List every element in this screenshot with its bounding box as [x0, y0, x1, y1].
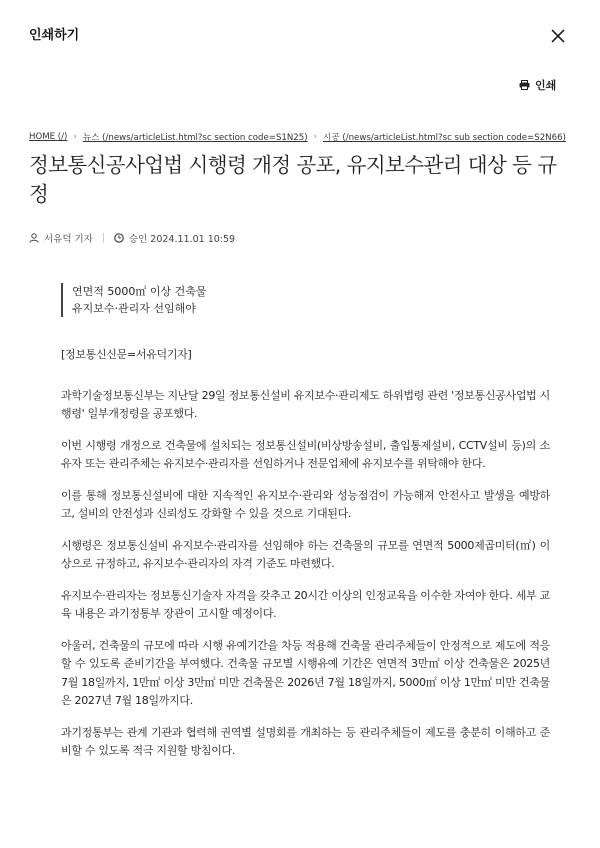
print-button[interactable] — [519, 76, 556, 94]
article-paragraph: 아울러, 건축물의 규모에 따라 시행 유예기간을 차등 적용해 건축물 관리주체들이 안정적으로 제도에 적응할 수 있도록 준비기간을 부여했다. 건축물 규모별 시행유예 기간은 연면적 3만㎡ 이상 건축물은 2025년 7월 18일까지, 1만㎡ 이상 3만㎡ 미만 건축물은 2026년 7월 18일까지, 5000㎡ 이상 1만㎡ 미만 건축물은 2027년 7월 18일까지다. — [61, 638, 550, 707]
article-paragraph: 과학기술정보통신부는 지난달 29일 정보통신설비 유지보수·관리제도 하위법령 관련 '정보통신공사업법 시행령' 일부개정령을 공포했다. — [61, 388, 550, 420]
breadcrumb — [29, 131, 566, 143]
page-title: 인쇄하기 — [29, 28, 80, 43]
article-headline: 정보통신공사업법 시행령 개정 공포, 유지보수관리 대상 등 규정 — [29, 153, 557, 206]
breadcrumb-news[interactable]: 뉴스 (/news/articleList.html?sc section code=S1N25) — [82, 133, 308, 143]
article-paragraph: 유지보수·관리자는 정보통신기술자 자격을 갖추고 20시간 이상의 인정교육을 이수한 자여야 한다. 세부 교육 내용은 과기정통부 장관이 고시할 예정이다. — [61, 588, 550, 620]
author-info — [29, 231, 93, 245]
top-bar — [0, 0, 600, 72]
breadcrumb-separator: › — [73, 132, 77, 142]
close-button[interactable] — [548, 26, 568, 46]
breadcrumb-separator: › — [313, 132, 318, 142]
article-summary — [61, 283, 541, 317]
user-icon — [29, 233, 39, 243]
article-source: [정보통신신문=서유덕기자] — [61, 348, 192, 361]
article-body — [61, 346, 550, 774]
article-meta — [29, 231, 235, 245]
close-icon — [548, 26, 568, 46]
summary-line: 연면적 5000㎡ 이상 건축물 — [72, 285, 207, 298]
meta-divider — [103, 233, 104, 243]
breadcrumb-home[interactable]: HOME (/) — [29, 132, 68, 142]
article-paragraph: 과기정통부는 관계 기관과 협력해 권역별 설명회를 개최하는 등 관리주체들이 제도를 충분히 이해하고 준비할 수 있도록 적극 지원할 방침이다. — [61, 725, 550, 757]
approval-info — [114, 231, 235, 245]
author-name: 서유덕 기자 — [44, 234, 93, 245]
approval-date: 승인 2024.11.01 10:59 — [128, 234, 236, 245]
article-paragraph: 이를 통해 정보통신설비에 대한 지속적인 유지보수·관리와 성능점검이 가능해져 안전사고 발생을 예방하고, 설비의 안전성과 신뢰성도 강화할 수 있을 것으로 기대된다. — [61, 488, 550, 520]
printer-icon — [519, 80, 530, 90]
summary-line: 유지보수·관리자 선임해야 — [72, 302, 196, 315]
print-label: 인쇄 — [535, 79, 557, 92]
article-paragraph: 시행령은 정보통신설비 유지보수·관리자를 선임해야 하는 건축물의 규모를 연면적 5000제곱미터(㎡) 이상으로 규정하고, 유지보수·관리자의 자격 기준도 마련했다. — [61, 538, 550, 570]
clock-icon — [114, 233, 124, 243]
article-paragraph: 이번 시행령 개정으로 건축물에 설치되는 정보통신설비(비상방송설비, 출입통제설비, CCTV설비 등)의 소유자 또는 관리주체는 유지보수·관리자를 선임하거나 전문업체에 유지보수를 위탁해야 한다. — [61, 438, 550, 470]
breadcrumb-construction[interactable]: 시공 (/news/articleList.html?sc sub section code=S2N66) — [323, 133, 566, 143]
